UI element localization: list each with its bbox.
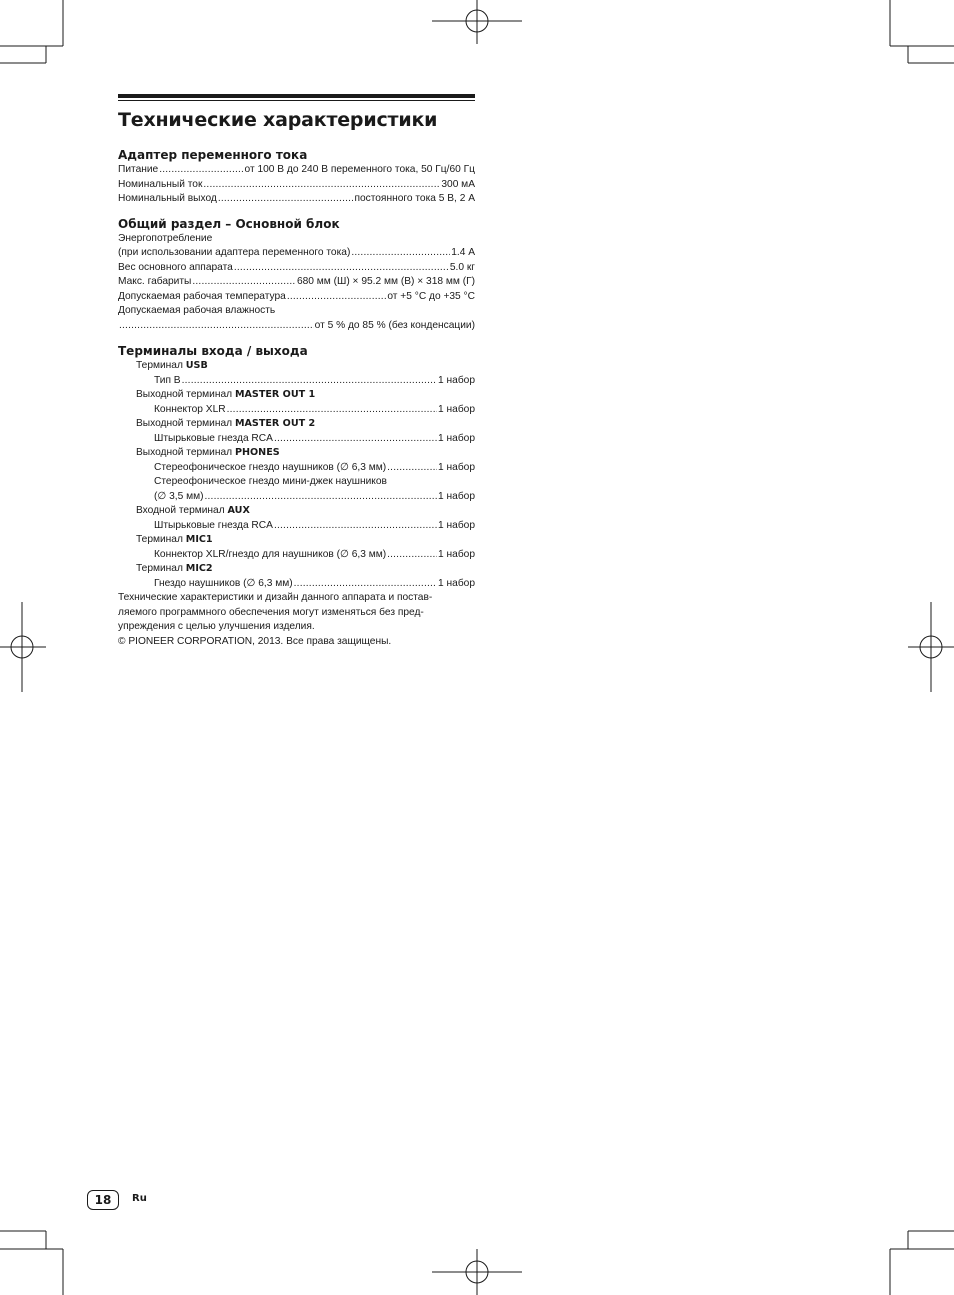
terminal-phones: Выходной терминал PHONES: [136, 447, 280, 458]
disclaimer-line: упреждения с целью улучшения изделия.: [118, 621, 315, 632]
spec-row-dimensions: Макс. габариты ..... 680 мм (Ш) × 95.2 мм (В) × 318 мм (Г): [118, 275, 475, 290]
terminal-master-out-1: Выходной терминал MASTER OUT 1: [136, 389, 316, 400]
terminal-mic1: Терминал MIC1: [136, 534, 213, 545]
section-heading-general: Общий раздел – Основной блок: [118, 216, 340, 231]
disclaimer-line: ляемого программного обеспечения могут изменяться без пред-: [118, 606, 424, 618]
spec-row-temperature: Допускаемая рабочая температура ..... от +5 °С до +35 °С: [118, 290, 475, 305]
page-number: 18: [87, 1190, 119, 1210]
disclaimer-line: Технические характеристики и дизайн данного аппарата и постав-: [118, 592, 433, 603]
section-heading-terminals: Терминалы входа / выхода: [118, 344, 308, 358]
spec-column: [118, 94, 475, 649]
spec-row-master2-connector: Штырьковые гнезда RCA ..... 1 набор: [118, 432, 475, 447]
language-code: Ru: [132, 1193, 147, 1204]
spec-label-power-consumption: Энергопотребление: [118, 232, 213, 244]
section-heading-adapter: Адаптер переменного тока: [118, 148, 308, 162]
spec-label-humidity: Допускаемая рабочая влажность: [118, 305, 276, 316]
spec-row-weight: Вес основного аппарата ..... 5.0 кг: [118, 261, 475, 276]
spec-row-power-supply: Питание ..... от 100 В до 240 В переменного тока, 50 Гц/60 Гц: [118, 163, 475, 178]
spec-row-rated-current: Номинальный ток ..... 300 мА: [118, 178, 475, 193]
header-rule-thin: [118, 100, 475, 101]
spec-label-phones-mini: Стереофоническое гнездо мини-джек наушников: [154, 476, 387, 487]
spec-row-usb-type: Тип B ..... 1 набор: [118, 374, 475, 389]
terminal-usb: Терминал USB: [136, 360, 208, 371]
spec-row-phones-6mm: Стереофоническое гнездо наушников (∅ 6,3 мм) ..... 1 набор: [118, 461, 475, 476]
header-rule-thick: [118, 94, 475, 98]
terminal-aux: Входной терминал AUX: [136, 505, 250, 516]
terminal-mic2: Терминал MIC2: [136, 563, 213, 574]
spec-row-master1-connector: Коннектор XLR ..... 1 набор: [118, 403, 475, 418]
page-title: Технические характеристики: [118, 109, 438, 131]
spec-row-humidity: ..... от 5 % до 85 % (без конденсации): [118, 319, 475, 334]
spec-row-phones-3mm: (∅ 3,5 мм) ..... 1 набор: [118, 490, 475, 505]
spec-row-rated-output: Номинальный выход ..... постоянного тока 5 В, 2 А: [118, 192, 475, 207]
spec-row-mic2-connector: Гнездо наушников (∅ 6,3 мм) ..... 1 набор: [118, 577, 475, 592]
terminal-master-out-2: Выходной терминал MASTER OUT 2: [136, 418, 316, 429]
copyright-notice: © PIONEER CORPORATION, 2013. Все права защищены.: [118, 635, 392, 647]
spec-row-mic1-connector: Коннектор XLR/гнездо для наушников (∅ 6,3 мм) ..... 1 набор: [118, 548, 475, 563]
spec-row-power-consumption: (при использовании адаптера переменного тока) ..... 1.4 А: [118, 246, 475, 261]
spec-row-aux-connector: Штырьковые гнезда RCA ..... 1 набор: [118, 519, 475, 534]
